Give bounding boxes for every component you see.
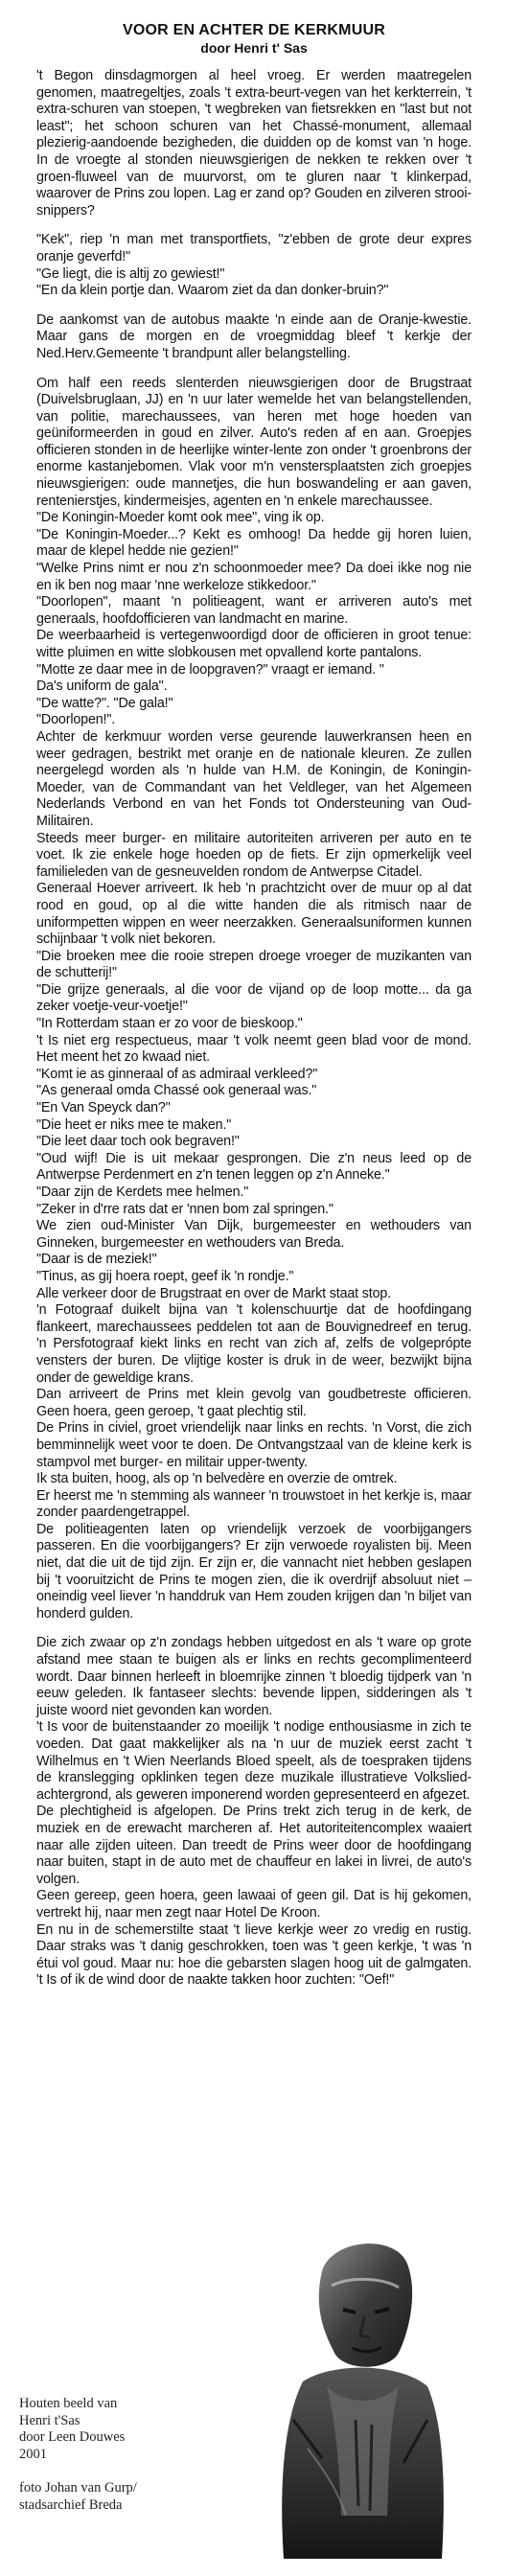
caption-line: door Leen Douwes [19, 2429, 126, 2445]
article-body [36, 68, 472, 1990]
caption-line: Henri t'Sas [19, 2412, 80, 2428]
paragraph-1: 't Begon dinsdagmorgen al heel vroeg. Er werden maatregelen genomen, maatregeltjes, zoals 't extra-beurt-vegen van het kerkterrein, 't extra-schuren van stoepen, 't wegbreken van fietsrekken en "last but not least"; het schoon schuren van het Chassé-monument, allemaal plezierig-aandoende bezigheden, die duidden op de komst van 'n hoge. In de vroegte al stonden nieuwsgierigen de nekken te rekken over 't groen-fluweel van de muurvorst, om te gluren naar 't klinkerpad, waarover de Prins zou lopen. Lag er zand op? Gouden en zilveren strooi-snippers? [36, 68, 472, 218]
caption-credit: stadsarchief Breda [19, 2496, 123, 2513]
paragraph-5: Die zich zwaar op z'n zondags hebben uitgedost en als 't ware op grote afstand mee staan te buigen als er links en rechts gecomplimenteerd wordt. Daar binnen herleeft in bloemrijke zinnen 't bloedig tijdperk van 'n eeuw geleden. Ik fantaseer slechts: bevende lippen, sidderingen als 't juiste woord niet gevonden kan worden. 't Is voor de buitenstaander zo moeilijk 't nodige enthousiasme in zich te voeden. Dat gaat makkelijker als na 'n uur de muziek eerst zacht 't Wilhelmus en 't Wien Neerlands Bloed speelt, als de toespraken tijdens de kranslegging opklinken tegen deze muzikale illustratieve Volkslied-achtergrond, als geweren imponerend worden gepresenteerd en afgezet. De plechtigheid is afgelopen. De Prins trekt zich terug in de kerk, de muziek en de erewacht marcheren af. Het autoriteitencomplex waaiert naar alle zijden uiteen. Dan treedt de Prins weer door de hoofdingang naar buiten, stapt in de auto met de chauffeur en lakei in livrei, de auto's volgen. Geen gereep, geen hoera, geen lawaai of geen gil. Dat is hij gekomen, vertrekt hij, naar men zegt naar Hotel De Kroon. En nu in de schemerstilte staat 't lieve kerkje weer zo vredig en rustig. Daar straks was 't danig geschrokken, toen was 't geen kerkje, 't was 'n étui vol goud. Maar nu: hoe die gebarsten slagen hoog uit de galmgaten. 't Is of ik de wind door de naakte takken hoor zuchten: "Oef!" [36, 1635, 472, 1989]
wooden-statue-photo [264, 2228, 456, 2559]
caption-credit: foto Johan van Gurp/ [19, 2480, 137, 2496]
photo-caption [19, 2396, 137, 2514]
paragraph-3: De aankomst van de autobus maakte 'n einde aan de Oranje-kwestie. Maar gans de morgen en de vroegmiddag bleef 't kerkje der Ned.Herv.Gemeente 't brandpunt aller belangstelling. [36, 311, 472, 361]
caption-line: 2001 [19, 2446, 47, 2462]
paragraph-2: "Kek", riep 'n man met transportfiets, "z'ebben de grote deur expres oranje geverfd!" "Ge liegt, die is altij zo gewiest!" "En da klein portje dan. Waarom ziet da dan donker-bruin?" [36, 232, 472, 299]
article-byline: door Henri t' Sas [200, 40, 308, 56]
article-title: VOOR EN ACHTER DE KERKMUUR [123, 22, 385, 38]
caption-line: Houten beeld van [19, 2396, 118, 2411]
paragraph-4: Om half een reeds slenterden nieuwsgierigen door de Brugstraat (Duivelsbruglaan, JJ) en 'n uur later wemelde het van belangstellenden, van politie, marechaussees, van heren met hoge hoeden van geüniformeerden in goud en zilver. Auto's reden af en aan. Groepjes officieren stonden in de heerlijke winter-lente zon onder 't groenbrons der enorme kastanjebomen. Vlak voor m'n venstersplaatsten zich groepjes nieuwsgierigen: oude mannetjes, die hun boswandeling er aan gaven, rentenierstjes, kindermeisjes, agenten en 'n enkele marechaussee. "De Koningin-Moeder komt ook mee", ving ik op. "De Koningin-Moeder...? Kekt es omhoog! Da hedde gij horen luien, maar de klepel hedde nie gezien!" "Welke Prins nimt er nou z'n schoonmoeder mee? Da doei ikke nog nie en ik ben nog maar 'nne werkeloze stikkedoor." "Doorlopen", maant 'n politieagent, want er arriveren auto's met generaals, hoofdofficieren van landmacht en marine. De weerbaarheid is vertegenwoordigd door de officieren in groot tenue: witte pluimen en witte slobkousen met opvallend korte pantalons. "Motte ze daar mee in de loopgraven?" vraagt er iemand. " Da's uniform de gala". "De watte?". "De gala!" "Doorlopen!". Achter de kerkmuur worden verse geurende lauwerkransen heen en weer gedragen, bestrikt met oranje en de nationale kleuren. Ze zullen neergelegd worden als 'n hulde van H.M. de Koningin, de Koningin-Moeder, van de Commandant van het Veldleger, van het Algemeen Nederlands Verbond en van het Fonds tot Ondersteuning van Oud-Militairen. Steeds meer burger- en militaire autoriteiten arriveren per auto en te voet. Ik zie enkele hoge hoeden op de fiets. Er zijn opmerkelijk veel familieleden van de gesneuvelden rondom de Antwerpse Citadel. Generaal Hoever arriveert. Ik heb 'n prachtzicht over de muur op al dat rood en goud, op al die witte handen die als ritmisch naar de uniformpetten wippen en weer neerzakken. Generaalsuniformen kunnen schijnbaar 't volk niet bekoren. "Die broeken mee die rooie strepen droege vroeger de muzikanten van de schutterij!" "Die grijze generaals, al die voor de vijand op de loop motte... da ga zeker voetje-veur-voetje!" "In Rotterdam staan er zo voor de bieskoop." 't Is niet erg respectueus, maar 't volk neemt geen blad voor de mond. Het meent het zo kwaad niet. "Komt ie as ginneraal of as admiraal verkleed?" "As generaal omda Chassé ook generaal was." "En Van Speyck dan?" "Die heet er niks mee te maken." "Die leet daar toch ook begraven!" "Oud wijf! Die is uit mekaar gesprongen. Die z'n neus leed op de Antwerpse Perdenmert en z'n tenen leggen op z'n Anneke." "Daar zijn de Kerdets mee helmen." "Zeker in d'rre rats dat er 'nnen bom zal springen." We zien oud-Minister Van Dijk, burgemeester en wethouders van Ginneken, burgemeester en wethouders van Breda. "Daar is de meziek!" "Tinus, as gij hoera roept, geef ik 'n rondje." Alle verkeer door de Brugstraat en over de Markt staat stop. 'n Fotograaf duikelt bijna van 't kolenschuurtje dat de hoofdingang flankeert, marechaussees peddelen tot aan de Bouvignedreef en terug. 'n Persfotograaf kiekt links en recht van zich af, zelfs de volgeprópte vensters der buren. De vlijtige koster is druk in de weer, bezwijkt bijna onder de geweldige krans. Dan arriveert de Prins met klein gevolg van goudbetreste officieren. Geen hoera, geen geroep, 't gaat plechtig stil. De Prins in civiel, groet vriendelijk naar links en rechts. 'n Vorst, die zich bemminnelijk weet voor te doen. De Ontvangstzaal van de kleine kerk is stampvol met burger- en militair upper-twenty. Ik sta buiten, hoog, als op 'n belvedère en overzie de omtrek. Er heerst me 'n stemming als wanneer 'n trouwstoet in het kerkje is, maar zonder paardengetrappel. De politieagenten laten op vriendelijk verzoek de voorbijgangers passeren. En die voorbijgangers? Er zijn verwoede royalisten bij. Meen niet, dat die uit de tijd zijn. Er zijn er, die vannacht niet hebben geslapen bij 't vooruitzicht de Prins te mogen zien, die ik overdrijf absoluut niet – oneindig veel liever 'n handdruk van Hem zouden krijgen dan 'n biljet van honderd gulden. [36, 375, 472, 1622]
